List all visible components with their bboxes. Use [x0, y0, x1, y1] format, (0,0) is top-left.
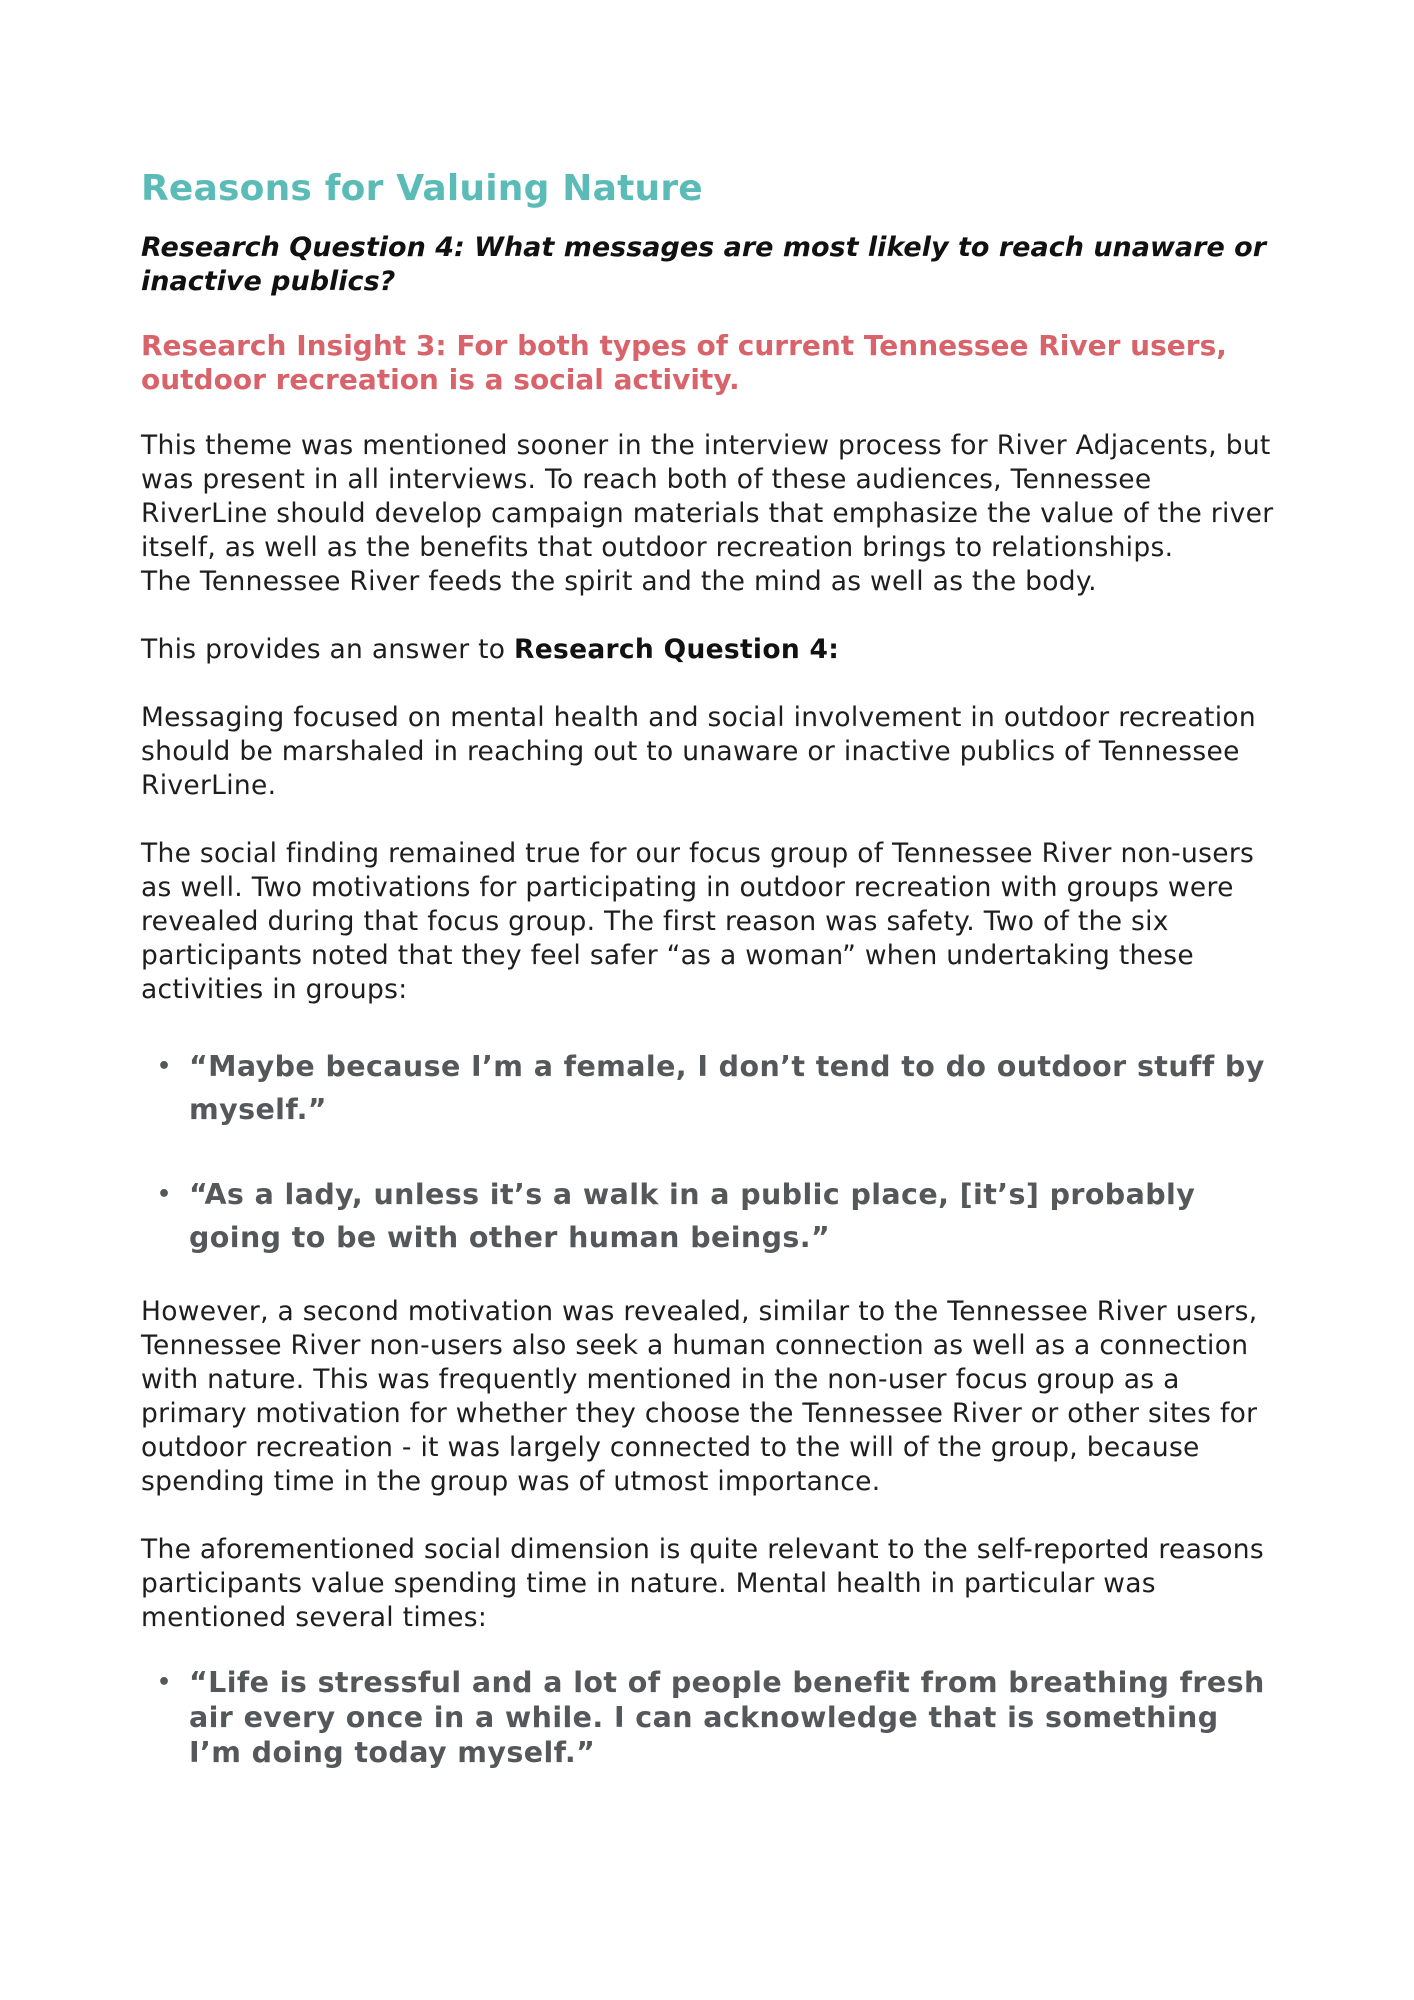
paragraph-answer-bold: Research Question 4: [514, 634, 840, 665]
paragraph-line: was present in all interviews. To reach both of these audiences, Tennessee [141, 464, 1152, 495]
paragraph-line: spending time in the group was of utmost importance. [141, 1466, 881, 1497]
quote-text: “Maybe because I’m a female, I don’t tend to do outdoor stuff by myself.” [189, 1050, 1265, 1126]
section-heading: Reasons for Valuing Nature [141, 168, 703, 209]
paragraph-answer [141, 633, 1276, 667]
bullet-icon: • [157, 1054, 172, 1079]
paragraph-line: participants value spending time in nature. Mental health in particular was [141, 1568, 1156, 1599]
quote-item [141, 1665, 1276, 1770]
paragraph-line: primary motivation for whether they choose the Tennessee River or other sites for [141, 1398, 1258, 1429]
research-question: Research Question 4: What messages are most likely to reach unaware or inactive publics? [141, 232, 1267, 297]
paragraph-social-dimension [141, 1533, 1276, 1635]
paragraph-line: revealed during that focus group. The first reason was safety. Two of the six [141, 906, 1169, 937]
paragraph-line: as well. Two motivations for participating in outdoor recreation with groups were [141, 872, 1234, 903]
paragraph-theme [141, 429, 1276, 599]
paragraph-line: Tennessee River non-users also seek a human connection as well as a connection [141, 1330, 1249, 1361]
paragraph-second-motivation [141, 1295, 1276, 1499]
paragraph-line: outdoor recreation - it was largely connected to the will of the group, because [141, 1432, 1200, 1463]
paragraph-line: However, a second motivation was revealed, similar to the Tennessee River users, [141, 1296, 1258, 1327]
paragraph-answer-text: This provides an answer to [141, 634, 515, 665]
paragraph-line: RiverLine should develop campaign materials that emphasize the value of the river [141, 498, 1274, 529]
paragraph-social-finding [141, 837, 1276, 1007]
quote-item [141, 1173, 1276, 1259]
paragraph-line: mentioned several times: [141, 1602, 488, 1633]
paragraph-line: itself, as well as the benefits that outdoor recreation brings to relationships. [141, 532, 1174, 563]
quote-list-safety [141, 1045, 1276, 1259]
paragraph-line: activities in groups: [141, 974, 408, 1005]
bullet-icon: • [157, 1182, 172, 1207]
quote-item [141, 1045, 1276, 1131]
quote-list-mental-health [141, 1665, 1276, 1770]
paragraph-line: with nature. This was frequently mentioned in the non-user focus group as a [141, 1364, 1180, 1395]
paragraph-line: Messaging focused on mental health and social involvement in outdoor recreation [141, 702, 1257, 733]
bullet-icon: • [157, 1670, 172, 1695]
quote-text: “As a lady, unless it’s a walk in a public place, [it’s] probably going to be with other human beings.” [189, 1178, 1196, 1254]
paragraph-line: RiverLine. [141, 770, 277, 801]
paragraph-line: The Tennessee River feeds the spirit and the mind as well as the body. [141, 566, 1097, 597]
quote-text: “Life is stressful and a lot of people benefit from breathing fresh air every once in a while. I can acknowledge that is something I’m doing today myself.” [189, 1666, 1265, 1769]
paragraph-line: should be marshaled in reaching out to unaware or inactive publics of Tennessee [141, 736, 1240, 767]
paragraph-messaging [141, 701, 1276, 803]
document-page [141, 168, 1276, 1770]
research-insight: Research Insight 3: For both types of current Tennessee River users, outdoor recreation is a social activity. [141, 329, 1227, 396]
paragraph-line: The aforementioned social dimension is quite relevant to the self-reported reasons [141, 1534, 1264, 1565]
paragraph-line: The social finding remained true for our focus group of Tennessee River non-users [141, 838, 1255, 869]
paragraph-line: This theme was mentioned sooner in the interview process for River Adjacents, but [141, 430, 1271, 461]
paragraph-line: participants noted that they feel safer “as a woman” when undertaking these [141, 940, 1194, 971]
